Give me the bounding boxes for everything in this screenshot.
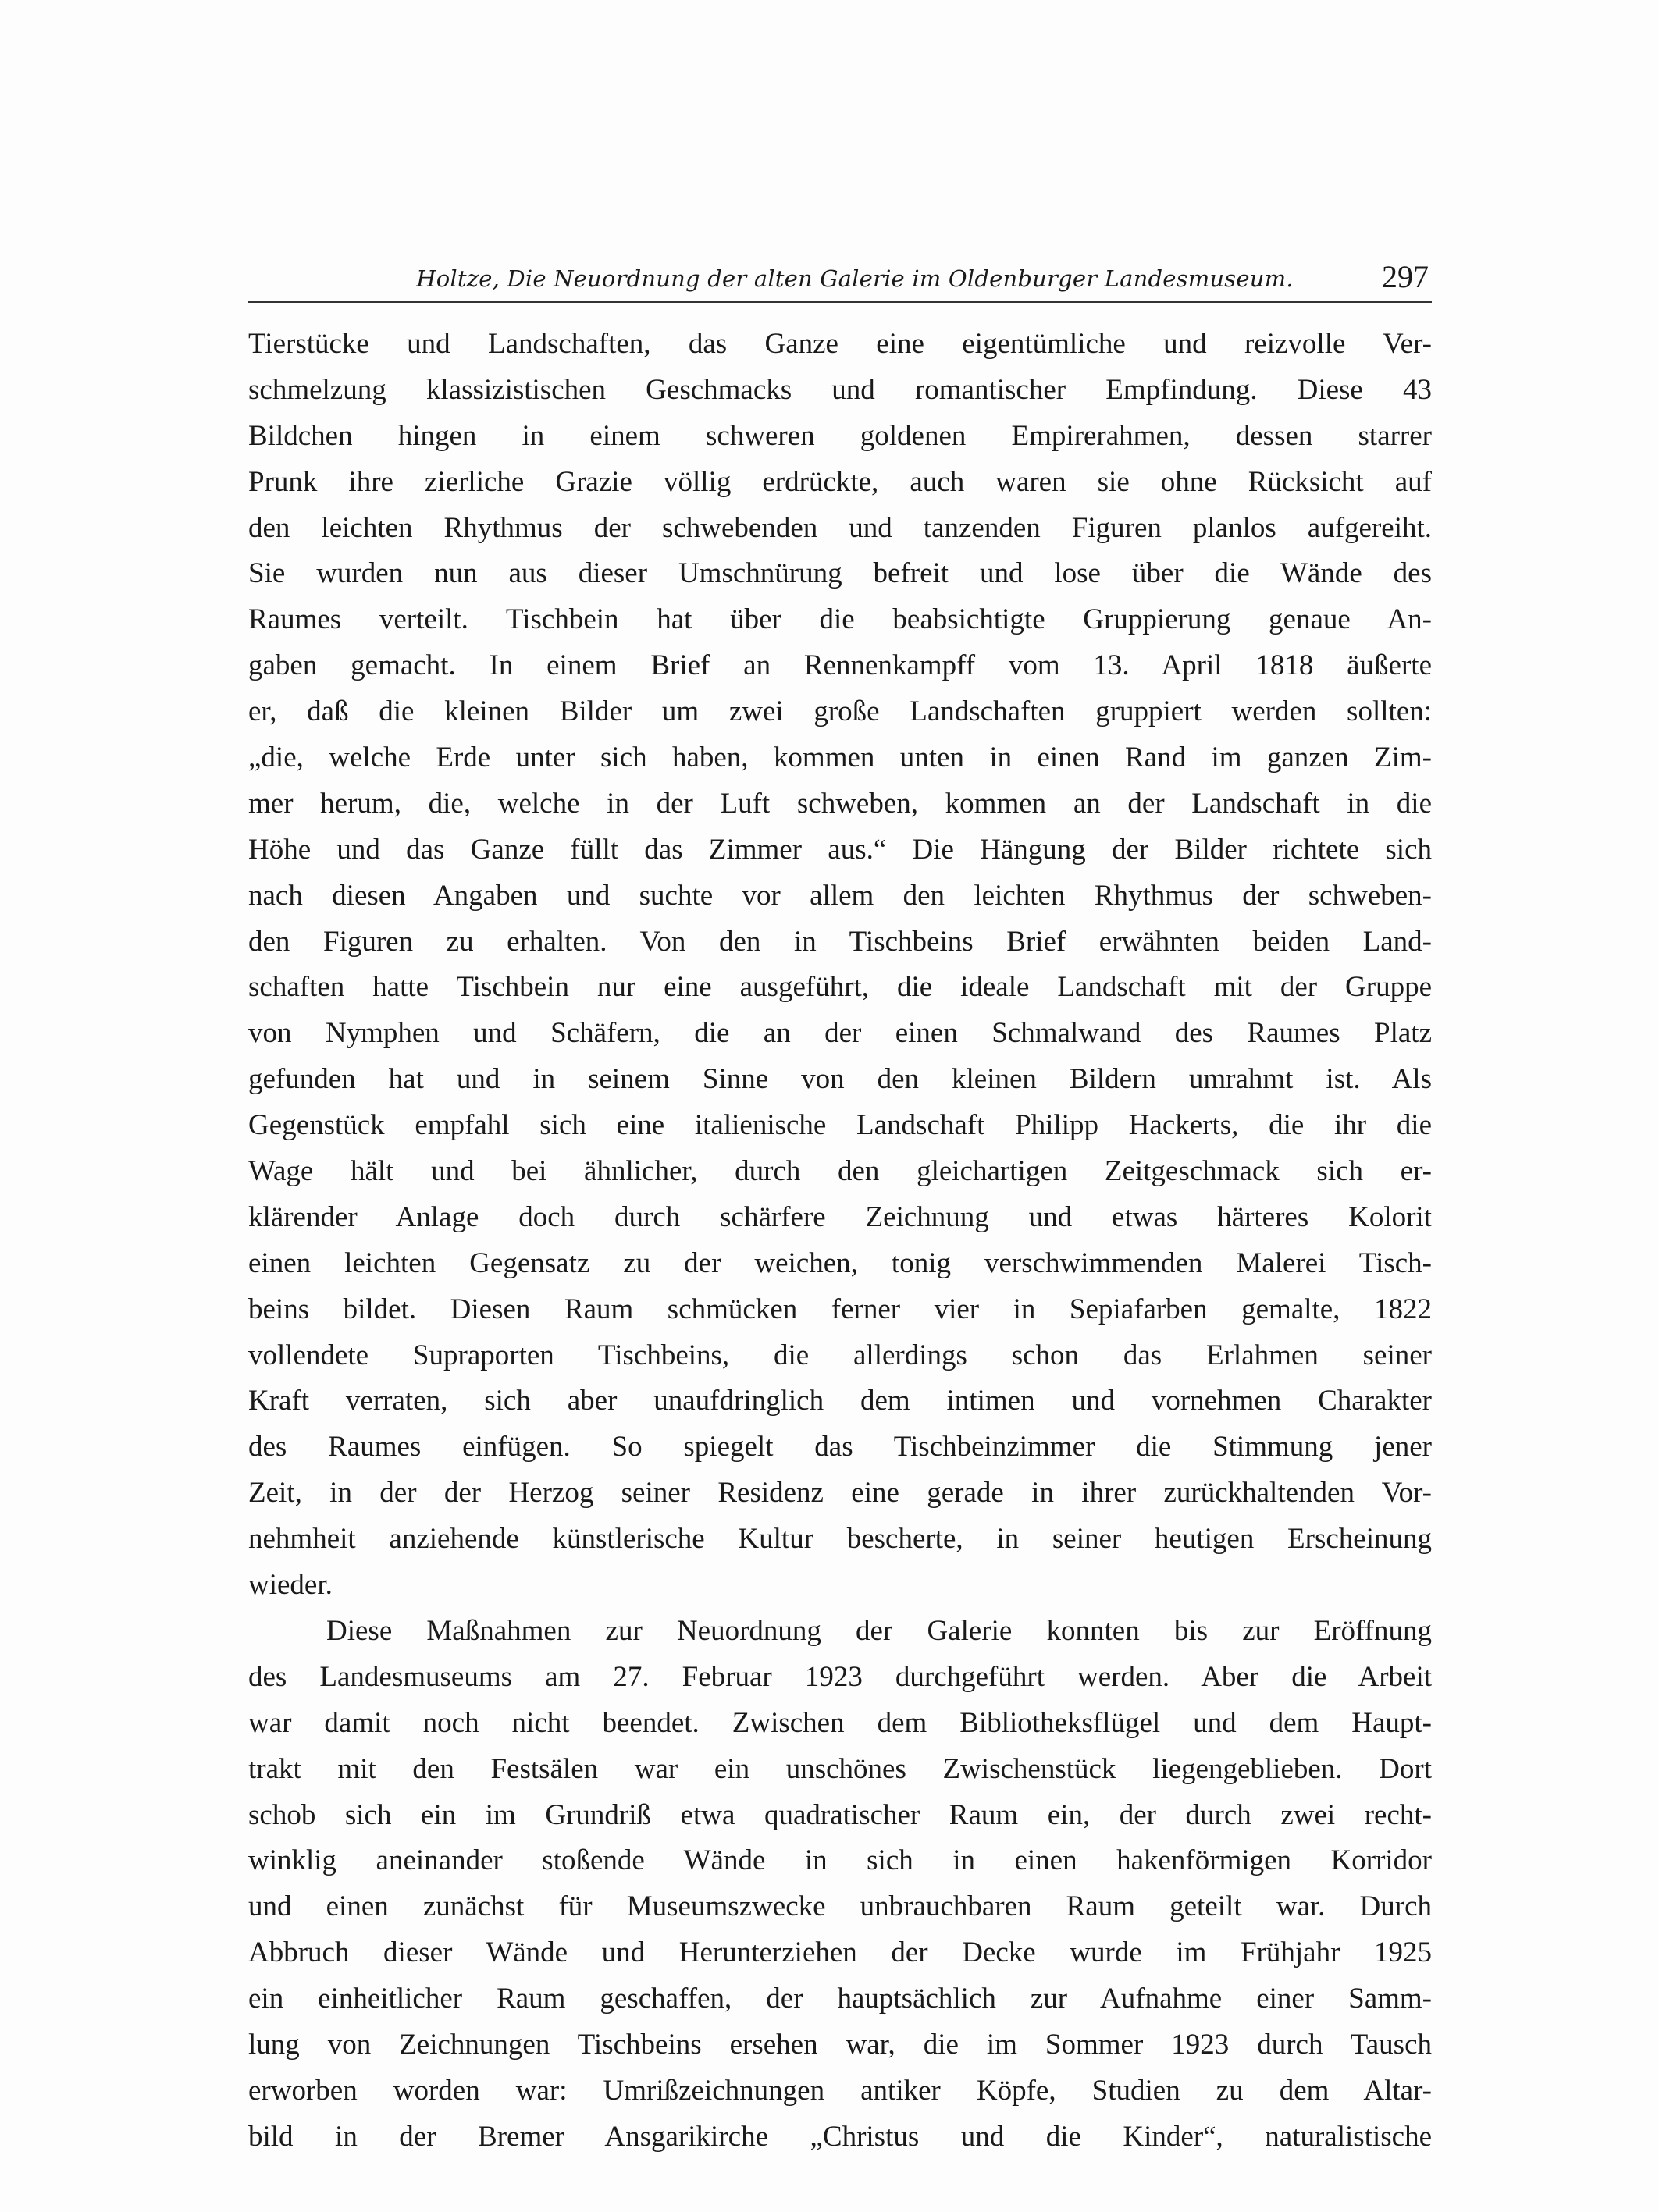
- text-line: des Raumes einfügen. So spiegelt das Tischbeinzimmer die Stimmung jener: [248, 1431, 1432, 1463]
- text-line: Abbruch dieser Wände und Herunterziehen der Decke wurde im Frühjahr 1925: [248, 1936, 1432, 1969]
- running-header: [248, 259, 1432, 298]
- text-line: gaben gemacht. In einem Brief an Rennenkampff vom 13. April 1818 äußerte: [248, 649, 1432, 682]
- text-line: klärender Anlage doch durch schärfere Zeichnung und etwas härteres Kolorit: [248, 1200, 1432, 1233]
- text-line: nach diesen Angaben und suchte vor allem den leichten Rhythmus der schweben-: [248, 879, 1432, 912]
- text-line: schaften hatte Tischbein nur eine ausgeführt, die ideale Landschaft mit der Gruppe: [248, 971, 1432, 1004]
- text-line: Gegenstück empfahl sich eine italienische Landschaft Philipp Hackerts, die ihr die: [248, 1109, 1432, 1142]
- text-line: winklig aneinander stoßende Wände in sich in einen hakenförmigen Korridor: [248, 1844, 1432, 1877]
- text-line: gefunden hat und in seinem Sinne von den kleinen Bildern umrahmt ist. Als: [248, 1063, 1432, 1096]
- text-line: Bildchen hingen in einem schweren goldenen Empirerahmen, dessen starrer: [248, 419, 1432, 452]
- text-line: erworben worden war: Umrißzeichnungen antiker Köpfe, Studien zu dem Altar-: [248, 2074, 1432, 2107]
- text-line: Raumes verteilt. Tischbein hat über die beabsichtigte Gruppierung genaue An-: [248, 603, 1432, 636]
- running-title: Holtze, Die Neuordnung der alten Galerie im Oldenburger Landesmuseum.: [416, 265, 1294, 292]
- text-line: bild in der Bremer Ansgarikirche „Christus und die Kinder“, naturalistische: [248, 2120, 1432, 2153]
- text-line: Kraft verraten, sich aber unaufdringlich dem intimen und vornehmen Charakter: [248, 1385, 1432, 1417]
- text-line: er, daß die kleinen Bilder um zwei große Landschaften gruppiert werden sollten:: [248, 695, 1432, 728]
- text-line: Sie wurden nun aus dieser Umschnürung befreit und lose über die Wände des: [248, 557, 1432, 590]
- text-line: und einen zunächst für Museumszwecke unbrauchbaren Raum geteilt war. Durch: [248, 1890, 1432, 1923]
- text-line: den Figuren zu erhalten. Von den in Tischbeins Brief erwähnten beiden Land-: [248, 925, 1432, 958]
- text-line: wieder.: [248, 1569, 333, 1602]
- page-number: 297: [1382, 259, 1429, 294]
- text-line: ein einheitlicher Raum geschaffen, der hauptsächlich zur Aufnahme einer Samm-: [248, 1983, 1432, 2015]
- text-line: lung von Zeichnungen Tischbeins ersehen war, die im Sommer 1923 durch Tausch: [248, 2028, 1432, 2061]
- text-line: beins bildet. Diesen Raum schmücken ferner vier in Sepiafarben gemalte, 1822: [248, 1293, 1432, 1325]
- text-line: mer herum, die, welche in der Luft schweben, kommen an der Landschaft in die: [248, 787, 1432, 820]
- text-line: schmelzung klassizistischen Geschmacks und romantischer Empfindung. Diese 43: [248, 373, 1432, 406]
- text-line: schob sich ein im Grundriß etwa quadratischer Raum ein, der durch zwei recht-: [248, 1798, 1432, 1831]
- text-line: Tierstücke und Landschaften, das Ganze eine eigentümliche und reizvolle Ver-: [248, 328, 1432, 360]
- text-line: Höhe und das Ganze füllt das Zimmer aus.“ Die Hängung der Bilder richtete sich: [248, 833, 1432, 866]
- header-rule: [248, 301, 1432, 303]
- text-line: nehmheit anziehende künstlerische Kultur bescherte, in seiner heutigen Erscheinung: [248, 1523, 1432, 1556]
- text-line: Zeit, in der der Herzog seiner Residenz eine gerade in ihrer zurückhaltenden Vor-: [248, 1477, 1432, 1510]
- text-line: den leichten Rhythmus der schwebenden und tanzenden Figuren planlos aufgereiht.: [248, 511, 1432, 544]
- body-text: [248, 322, 1432, 2160]
- text-line: Diese Maßnahmen zur Neuordnung der Galerie konnten bis zur Eröffnung: [326, 1614, 1432, 1647]
- text-line: trakt mit den Festsälen war ein unschönes Zwischenstück liegengeblieben. Dort: [248, 1752, 1432, 1785]
- text-line: einen leichten Gegensatz zu der weichen, tonig verschwimmenden Malerei Tisch-: [248, 1246, 1432, 1279]
- text-line: Wage hält und bei ähnlicher, durch den gleichartigen Zeitgeschmack sich er-: [248, 1155, 1432, 1188]
- text-line: vollendete Supraporten Tischbeins, die allerdings schon das Erlahmen seiner: [248, 1339, 1432, 1371]
- text-line: „die, welche Erde unter sich haben, kommen unten in einen Rand im ganzen Zim-: [248, 741, 1432, 774]
- text-line: von Nymphen und Schäfern, die an der einen Schmalwand des Raumes Platz: [248, 1017, 1432, 1050]
- text-line: des Landesmuseums am 27. Februar 1923 durchgeführt werden. Aber die Arbeit: [248, 1660, 1432, 1693]
- text-line: war damit noch nicht beendet. Zwischen dem Bibliotheksflügel und dem Haupt-: [248, 1706, 1432, 1739]
- text-line: Prunk ihre zierliche Grazie völlig erdrückte, auch waren sie ohne Rücksicht auf: [248, 465, 1432, 498]
